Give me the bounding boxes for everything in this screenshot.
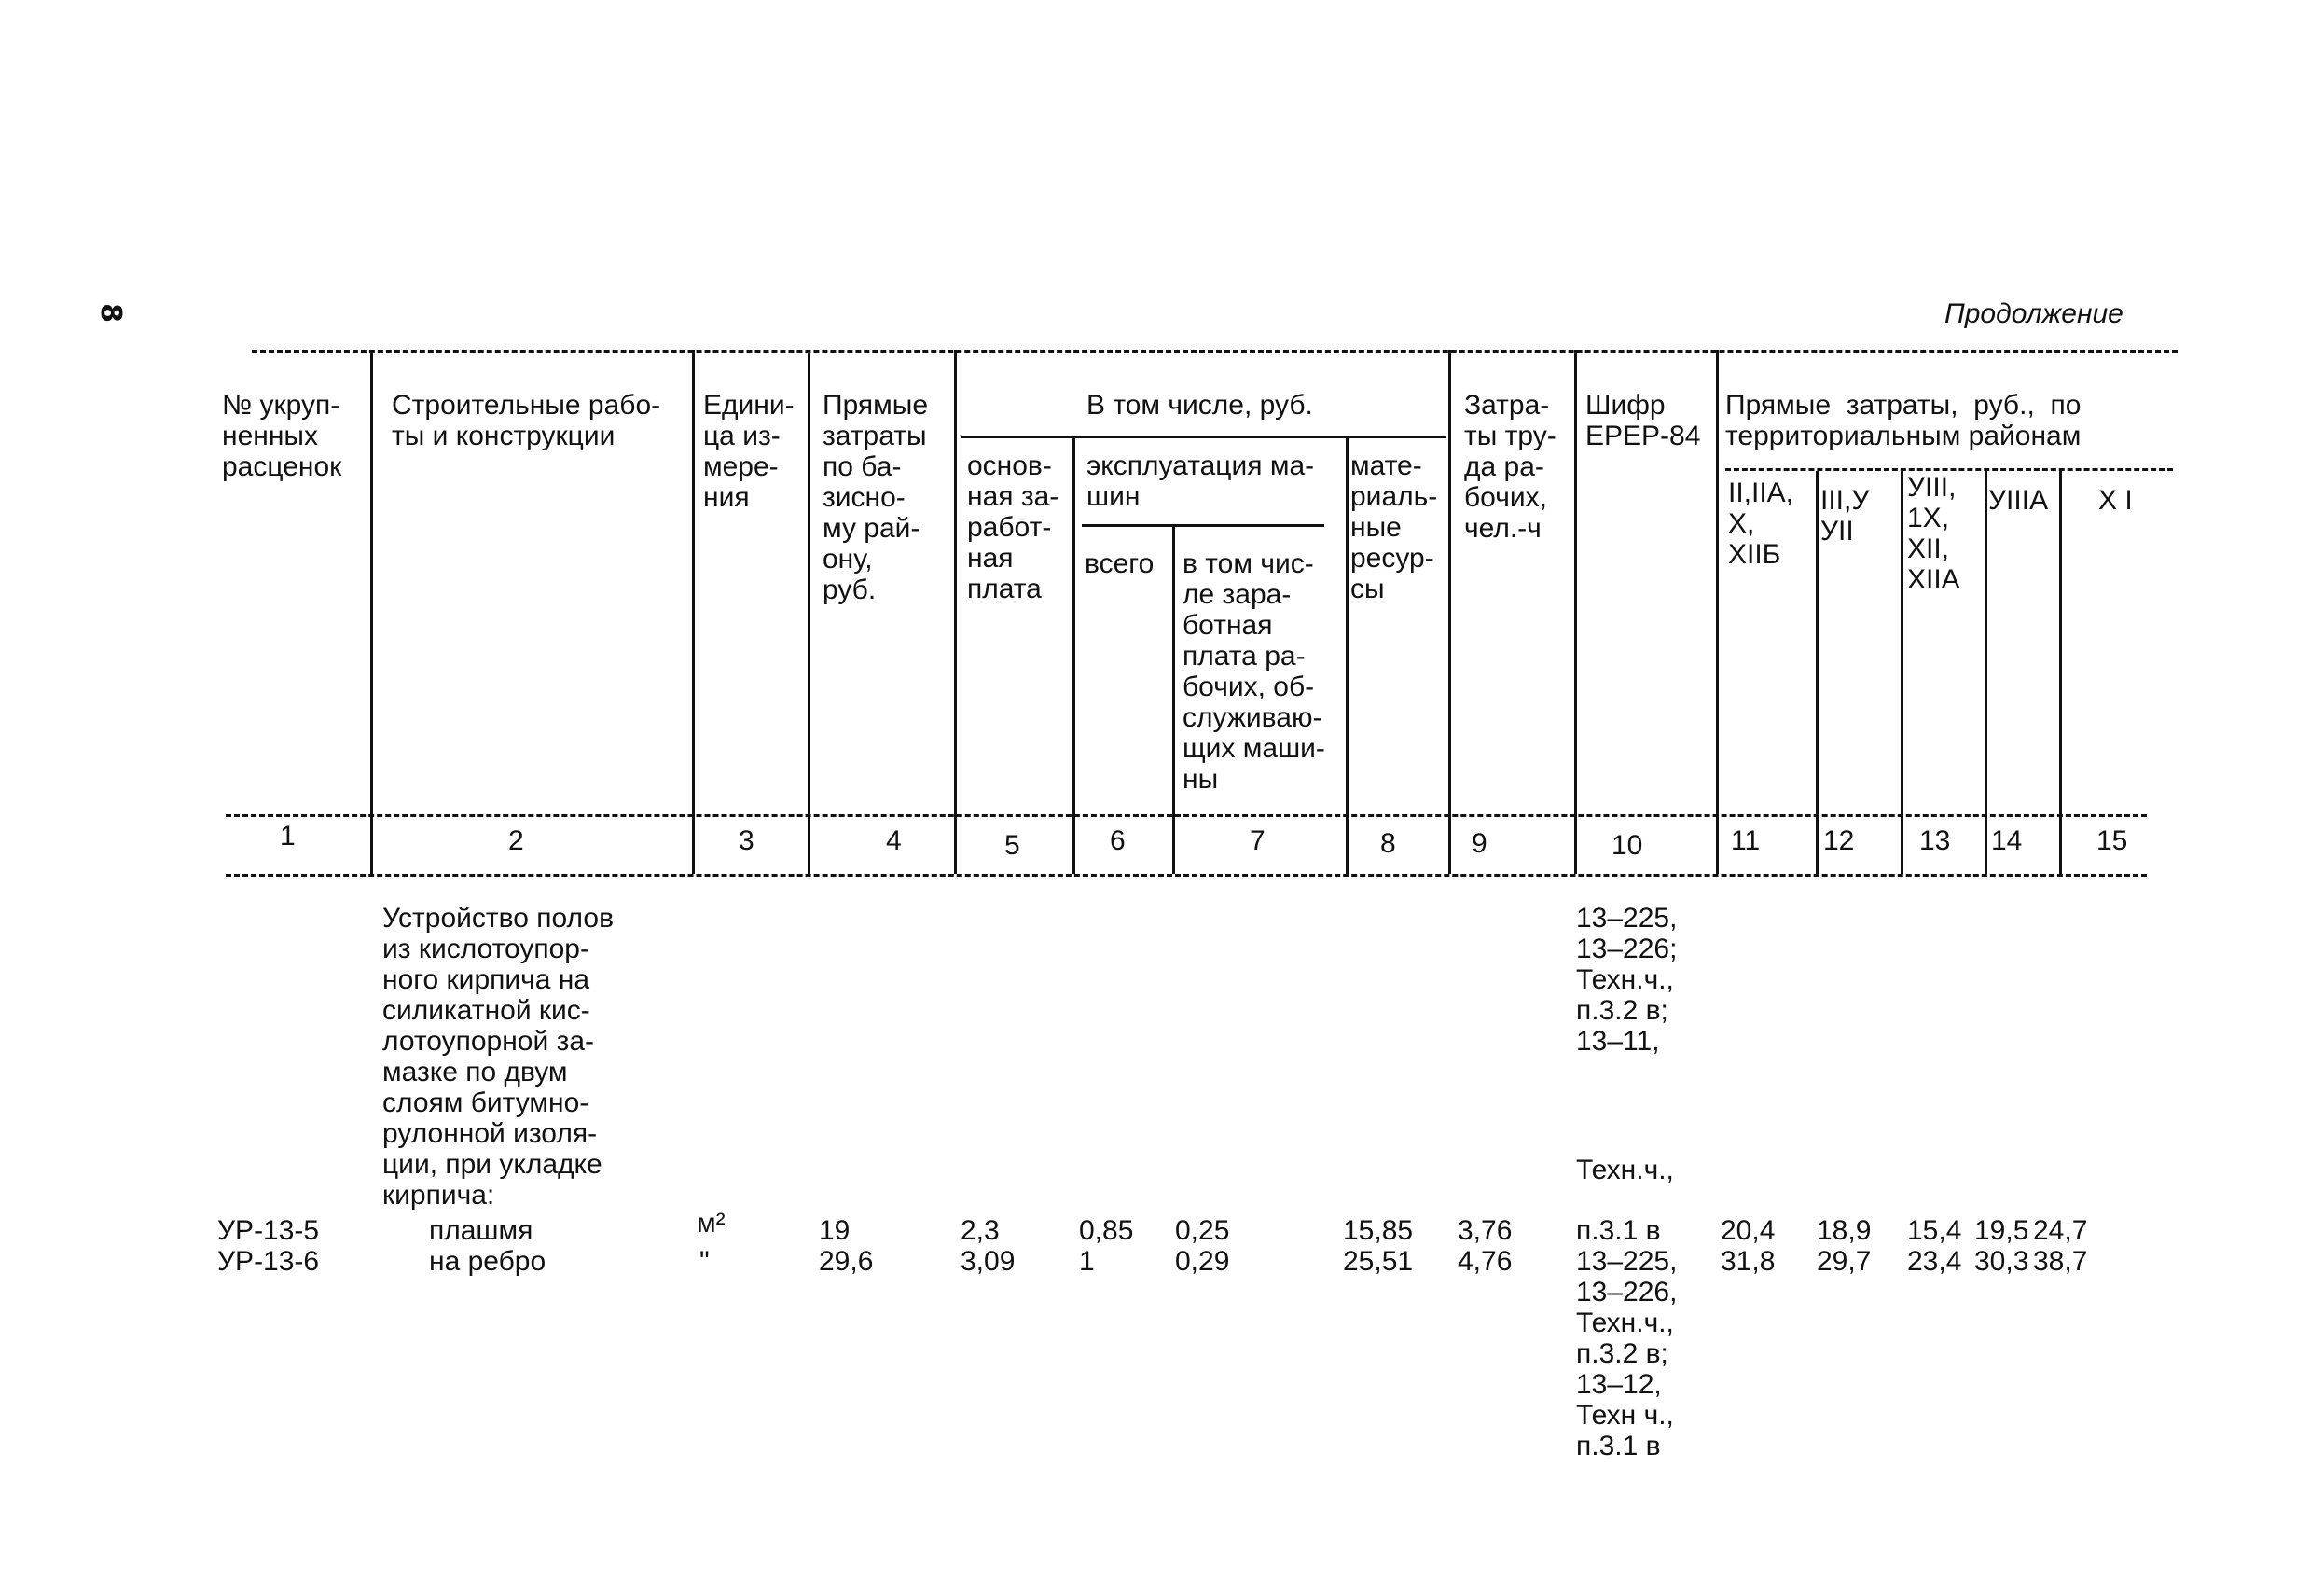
col-number: 11 bbox=[1731, 825, 1761, 856]
col-number: 15 bbox=[2096, 825, 2128, 856]
header-machine-group: эксплуатация ма- шин bbox=[1086, 450, 1315, 512]
divider-9 bbox=[1574, 350, 1577, 874]
row-name: плашмя bbox=[429, 1215, 533, 1246]
divider-1 bbox=[370, 350, 373, 874]
header-labor: Затра- ты тру- да ра- бочих, чел.-ч bbox=[1464, 390, 1556, 544]
col-number: 9 bbox=[1472, 828, 1487, 859]
row-unit: " bbox=[699, 1246, 710, 1277]
row-region-12: 18,9 bbox=[1817, 1215, 1872, 1246]
header-region-group: Прямые затраты, руб., по территориальным районам bbox=[1725, 390, 2082, 451]
header-base-wage: основ- ная за- работ- ная плата bbox=[967, 450, 1059, 604]
header-direct-costs: Прямые затраты по ба- зисно- му рай- ону, руб. bbox=[823, 390, 929, 605]
row-materials: 25,51 bbox=[1343, 1246, 1414, 1277]
row-region-11: 31,8 bbox=[1721, 1246, 1776, 1277]
page-number: 8 bbox=[93, 303, 127, 323]
row-region-11: 20,4 bbox=[1721, 1215, 1776, 1246]
cipher-references-top: 13–225, 13–226; Техн.ч., п.3.2 в; 13–11, bbox=[1576, 903, 1678, 1057]
row-region-14: 30,3 bbox=[1974, 1246, 2029, 1277]
continuation-label: Продолжение bbox=[1944, 298, 2123, 329]
section-title: Устройство полов из кислотоупор- ного кирпича на силикатной кис- лотоупорной за- мазке по двум слоям битумно- рулонной изоля- ции, при укладке кирпича: bbox=[382, 903, 615, 1211]
header-region-11: II,IIА, X, XIIБ bbox=[1728, 478, 1794, 570]
row-code: УР-13-6 bbox=[217, 1246, 320, 1277]
rule-region-group bbox=[1725, 468, 2173, 471]
col-number: 1 bbox=[280, 821, 296, 851]
row-direct: 19 bbox=[819, 1215, 851, 1246]
col-number: 7 bbox=[1250, 825, 1266, 856]
divider-13 bbox=[1985, 471, 1987, 874]
row-region-14: 19,5 bbox=[1974, 1215, 2029, 1246]
row-labor: 3,76 bbox=[1458, 1215, 1513, 1246]
row-code: УР-13-5 bbox=[217, 1215, 320, 1246]
divider-12 bbox=[1901, 471, 1903, 874]
rule-incl-group bbox=[961, 436, 1446, 438]
rule-colnum-bottom bbox=[226, 874, 2147, 877]
header-machine-total: всего bbox=[1085, 548, 1155, 579]
header-region-13: УIII, 1X, XII, XIIА bbox=[1907, 472, 1960, 595]
header-cipher: Шифр ЕРЕР-84 bbox=[1585, 390, 1701, 451]
cipher-references-mid: Техн.ч., bbox=[1576, 1155, 1674, 1185]
col-number: 4 bbox=[886, 825, 902, 856]
col-number: 10 bbox=[1612, 830, 1643, 861]
col-number: 6 bbox=[1110, 825, 1126, 856]
header-code: № укруп- ненных расценок bbox=[222, 390, 342, 482]
divider-4 bbox=[954, 350, 957, 874]
row-wage: 2,3 bbox=[961, 1215, 1000, 1246]
header-region-15: X I bbox=[2098, 485, 2133, 516]
row-mach-total: 1 bbox=[1079, 1246, 1095, 1277]
row-labor: 4,76 bbox=[1458, 1246, 1513, 1277]
divider-8 bbox=[1448, 350, 1451, 874]
row-region-13: 15,4 bbox=[1907, 1215, 1962, 1246]
divider-10 bbox=[1716, 350, 1719, 874]
divider-14 bbox=[2059, 471, 2062, 874]
header-region-14: УIIIА bbox=[1988, 485, 2049, 516]
table-top-rule bbox=[252, 350, 2178, 353]
row-name: на ребро bbox=[429, 1246, 546, 1277]
col-number: 12 bbox=[1823, 825, 1855, 856]
row-unit: м² bbox=[697, 1208, 726, 1239]
cipher-references-bottom: п.3.1 в 13–225, 13–226, Техн.ч., п.3.2 в; 13–12, Техн ч., п.3.1 в bbox=[1576, 1215, 1678, 1461]
divider-3 bbox=[808, 350, 810, 874]
divider-11 bbox=[1816, 471, 1819, 874]
divider-5 bbox=[1072, 436, 1075, 874]
divider-2 bbox=[692, 350, 695, 874]
col-number: 8 bbox=[1380, 828, 1396, 859]
divider-6 bbox=[1172, 527, 1175, 874]
row-mach-wage: 0,25 bbox=[1175, 1215, 1230, 1246]
col-number: 3 bbox=[739, 825, 754, 856]
col-number: 14 bbox=[1991, 825, 2023, 856]
divider-7 bbox=[1346, 436, 1349, 874]
header-works: Строительные рабо- ты и конструкции bbox=[392, 390, 661, 451]
row-mach-total: 0,85 bbox=[1079, 1215, 1134, 1246]
header-materials: мате- риаль- ные ресур- сы bbox=[1350, 450, 1438, 604]
row-region-15: 24,7 bbox=[2033, 1215, 2088, 1246]
row-mach-wage: 0,29 bbox=[1175, 1246, 1230, 1277]
header-unit: Едини- ца из- мере- ния bbox=[703, 390, 795, 513]
row-wage: 3,09 bbox=[961, 1246, 1016, 1277]
header-machine-wage: в том чис- ле зара- ботная плата ра- бочих, об- служиваю- щих маши- ны bbox=[1183, 548, 1325, 795]
col-number: 13 bbox=[1919, 825, 1951, 856]
row-materials: 15,85 bbox=[1343, 1215, 1414, 1246]
header-region-12: III,У УII bbox=[1820, 485, 1870, 547]
row-region-12: 29,7 bbox=[1817, 1246, 1872, 1277]
row-region-15: 38,7 bbox=[2033, 1246, 2088, 1277]
col-number: 5 bbox=[1004, 830, 1020, 861]
rule-header-bottom bbox=[226, 814, 2147, 817]
header-incl-group: В том числе, руб. bbox=[1086, 390, 1313, 421]
rule-mach-group bbox=[1082, 524, 1324, 527]
row-region-13: 23,4 bbox=[1907, 1246, 1962, 1277]
col-number: 2 bbox=[508, 825, 524, 856]
row-direct: 29,6 bbox=[819, 1246, 874, 1277]
